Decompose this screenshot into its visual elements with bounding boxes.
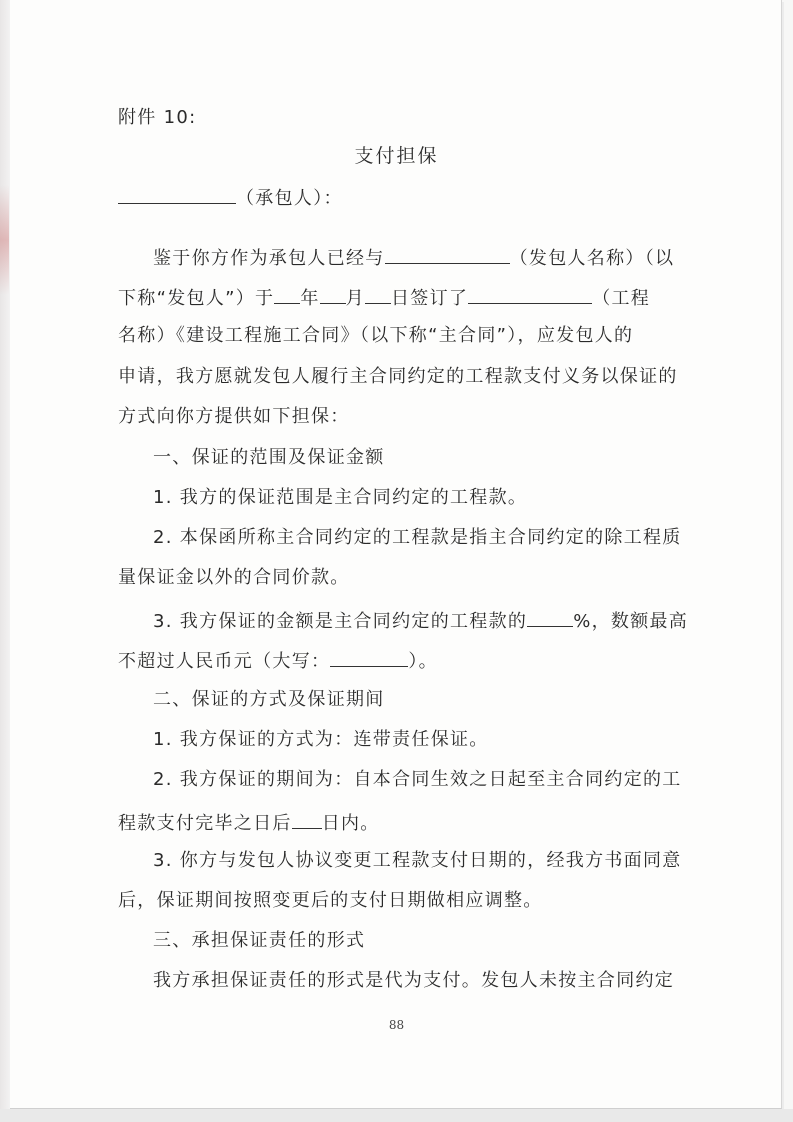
para1-line5: 方式向你方提供如下担保： <box>118 406 350 427</box>
item3-text: %，数额最高 <box>573 611 689 632</box>
days-blank <box>292 810 322 829</box>
para1-line1 <box>153 245 674 270</box>
section2-heading: 二、保证的方式及保证期间 <box>153 689 385 710</box>
section1-item2-line2: 量保证金以外的合同价款。 <box>118 567 350 588</box>
section3-para-line1: 我方承担保证责任的形式是代为支付。发包人未按主合同约定 <box>153 970 675 991</box>
item2-text: 日内。 <box>321 813 380 834</box>
section2-item3-line1: 3. 你方与发包人协议变更工程款支付日期的，经我方书面同意 <box>153 850 682 871</box>
item3-text: 3. 我方保证的金额是主合同约定的工程款的 <box>153 611 528 632</box>
section2-item1: 1. 我方保证的方式为：连带责任保证。 <box>153 729 489 750</box>
section1-item2-line1: 2. 本保函所称主合同约定的工程款是指主合同约定的除工程质 <box>153 527 682 548</box>
para1-text: （发包人名称）（以 <box>509 248 675 269</box>
employer-name-blank <box>385 245 510 264</box>
para1-text: 日签订了 <box>390 288 469 309</box>
contractor-blank <box>118 185 236 204</box>
section3-heading: 三、承担保证责任的形式 <box>153 930 366 951</box>
page-number: 88 <box>388 1018 405 1032</box>
section1-item3-line1 <box>153 608 688 633</box>
para1-text: （工程 <box>592 288 651 309</box>
day-blank <box>365 285 391 304</box>
para1-text: 鉴于你方作为承包人已经与 <box>153 248 385 269</box>
para1-text: 下称“发包人”）于 <box>118 288 275 309</box>
addressee-line <box>118 185 343 210</box>
section1-heading: 一、保证的范围及保证金额 <box>153 447 385 468</box>
attachment-label: 附件 10: <box>118 107 197 128</box>
para1-line3: 名称）《建设工程施工合同》（以下称“主合同”），应发包人的 <box>118 325 634 346</box>
section2-item3-line2: 后，保证期间按照变更后的支付日期做相应调整。 <box>118 890 543 911</box>
scan-left-edge <box>0 0 10 1122</box>
year-blank <box>274 285 300 304</box>
item2-text: 程款支付完毕之日后 <box>118 813 292 834</box>
para1-text: 年 <box>300 288 320 309</box>
section1-item1: 1. 我方的保证范围是主合同约定的工程款。 <box>153 487 528 508</box>
project-name-blank <box>468 285 592 304</box>
percentage-blank <box>527 608 573 627</box>
binding-stain <box>0 185 9 295</box>
para1-text: 月 <box>345 288 365 309</box>
page-bottom-edge <box>0 1109 793 1122</box>
amount-in-words-blank <box>330 648 408 667</box>
section1-item3-line2 <box>118 648 438 673</box>
section2-item2-line2 <box>118 810 380 835</box>
para1-line2 <box>118 285 650 310</box>
para1-line4: 申请，我方愿就发包人履行主合同约定的工程款支付义务以保证的 <box>118 366 678 387</box>
month-blank <box>320 285 346 304</box>
addressee-suffix: （承包人）： <box>236 188 343 209</box>
section2-item2-line1: 2. 我方保证的期间为：自本合同生效之日起至主合同约定的工 <box>153 769 682 790</box>
document-title: 支付担保 <box>354 145 439 167</box>
item3-text: ）。 <box>408 651 438 672</box>
item3-text: 不超过人民币元（大写： <box>118 651 331 672</box>
